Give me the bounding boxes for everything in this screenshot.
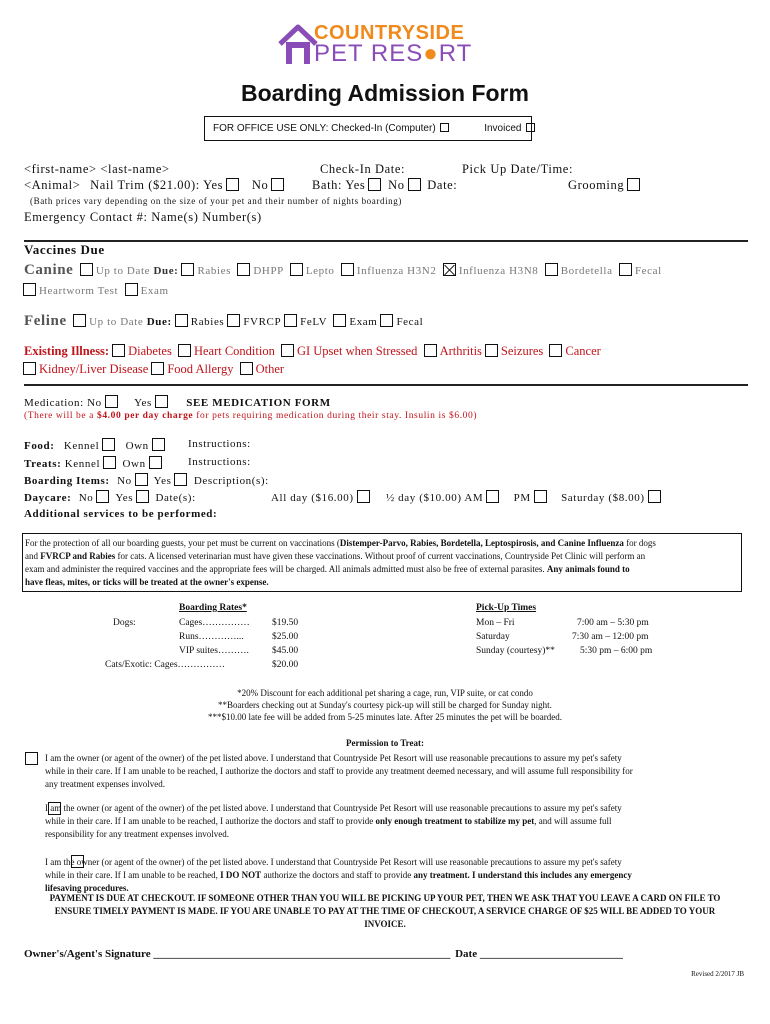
signature-date-field[interactable]: Date __________________________ (455, 948, 623, 960)
food-label: Food: (24, 440, 55, 452)
feline-fvrcp-label: FVRCP (243, 316, 282, 328)
feline-label: Feline (24, 313, 67, 329)
feline-fecal-label: Fecal (396, 316, 424, 328)
animal-row (24, 178, 287, 193)
protection-l1b: Distemper-Parvo, Rabies, Bordetella, Leptospirosis, and Canine Influenza (339, 538, 624, 548)
protection-box (22, 533, 742, 592)
canine-dhpp-checkbox[interactable] (237, 263, 250, 276)
checked-in-checkbox[interactable] (440, 123, 449, 132)
permission-3-line: lifesaving procedures. (45, 883, 129, 893)
invoiced-label: Invoiced (484, 123, 522, 134)
canine-rabies-checkbox[interactable] (181, 263, 194, 276)
gi-label: GI Upset when Stressed (296, 344, 418, 358)
other-label: Other (255, 362, 285, 376)
kidney-checkbox[interactable] (23, 362, 36, 375)
permission-3-line: I am the owner (or agent of the owner) of the pet listed above. I understand that Countryside Pet Resort will use reasonable precautions to assure my pet's safety (45, 857, 622, 867)
saturday-label: Saturday ($8.00) (561, 492, 645, 504)
canine-h3n8-checkbox[interactable] (443, 263, 456, 276)
bath-label: Bath: Yes (312, 178, 366, 192)
feline-uptodate-checkbox[interactable] (73, 314, 86, 327)
pickup-label: Pick Up Date/Time: (462, 162, 574, 176)
additional-services: Additional services to be performed: (24, 508, 218, 520)
see-medication-form: SEE MEDICATION FORM (186, 397, 331, 409)
am-checkbox[interactable] (486, 490, 499, 503)
feline-rabies-checkbox[interactable] (175, 314, 188, 327)
food-kennel-checkbox[interactable] (102, 438, 115, 451)
canine-h3n2-label: Influenza H3N2 (356, 265, 437, 277)
rate-price-runs: $25.00 (272, 632, 299, 642)
checkin-label: Check-In Date: (320, 162, 406, 176)
note-sunday: **Boarders checking out at Sunday's courtesy pick-up will still be charged for Sunday night. (218, 700, 552, 710)
medication-label: Medication: No (24, 397, 102, 409)
illness-divider (24, 384, 748, 386)
saturday-checkbox[interactable] (648, 490, 661, 503)
food-own-label: Own (125, 440, 149, 452)
halfday-label: ½ day ($10.00) AM (385, 492, 484, 504)
logo-line1: COUNTRYSIDE (314, 22, 465, 44)
protection-l1a: For the protection of all our boarding guests, your pet must be current on vaccinations ( (25, 538, 340, 548)
permission-1-text (45, 752, 633, 791)
permission-heading: Permission to Treat: (346, 738, 424, 748)
diabetes-label: Diabetes (128, 344, 172, 358)
daycare-row (24, 490, 196, 504)
protection-l2b: FVRCP and Rabies (40, 551, 116, 561)
rate-row-runs (179, 632, 244, 642)
pet-name: <first-name> <last-name> (24, 162, 170, 176)
payment-line-1: PAYMENT IS DUE AT CHECKOUT. IF SOMEONE OTHER THAN YOU WILL BE PICKING UP YOUR PET, THEN WE ASK THAT YOU LEAVE A CARD ON FILE TO (49, 893, 721, 903)
food-allergy-label: Food Allergy (167, 362, 234, 376)
bath-yes-checkbox[interactable] (368, 178, 381, 191)
feline-rabies-label: Rabies (190, 316, 225, 328)
feline-row (24, 313, 423, 330)
bath-date-label: Date: (427, 178, 458, 192)
bath-no-label: No (388, 178, 405, 192)
daycare-dates-label: Date(s): (155, 492, 196, 504)
grooming-checkbox[interactable] (627, 178, 640, 191)
diabetes-checkbox[interactable] (112, 344, 125, 357)
permission-3-seg-bold: any treatment. I understand this includes any emergency (413, 870, 632, 880)
nail-no-checkbox[interactable] (271, 178, 284, 191)
treats-kennel-checkbox[interactable] (103, 456, 116, 469)
daycare-yes-label: Yes (115, 492, 134, 504)
permission-2-seg-bold: only enough treatment to stabilize my pet (375, 816, 535, 826)
daycare-options (271, 490, 664, 504)
vaccines-divider (24, 240, 748, 242)
treats-instructions: Instructions: (188, 456, 251, 468)
house-logo-icon (278, 24, 318, 66)
canine-fecal-checkbox[interactable] (619, 263, 632, 276)
grooming-row (568, 178, 643, 193)
arthritis-checkbox[interactable] (424, 344, 437, 357)
permission-2-line: responsibility for any treatment expenses involved. (45, 829, 229, 839)
feline-felv-label: FeLV (300, 316, 328, 328)
permission-1-line: I am the owner (or agent of the owner) of the pet listed above. I understand that Countryside Pet Resort will use reasonable precautions to assure my pet's safety (45, 753, 622, 763)
permission-3-line (45, 869, 632, 882)
rate-label: VIP suites………. (179, 646, 249, 656)
protection-l2a: and (25, 551, 41, 561)
pickup-day-2: Sunday (courtesy)** (476, 646, 555, 656)
arthritis-label: Arthritis (439, 344, 482, 358)
feline-due-label: Due: (146, 316, 172, 328)
note-discount: *20% Discount for each additional pet sharing a cage, run, VIP suite, or cat condo (237, 688, 533, 698)
rate-price-vip: $45.00 (272, 646, 299, 656)
rate-label: Runs…………... (179, 632, 244, 642)
nail-trim-label: Nail Trim ($21.00): Yes (90, 178, 224, 192)
rate-label: Cages…………… (179, 618, 250, 628)
medication-note (24, 411, 477, 421)
daycare-label: Daycare: (24, 492, 72, 504)
food-allergy-checkbox[interactable] (151, 362, 164, 375)
feline-uptodate-label: Up to Date (89, 316, 144, 328)
payment-line-3: INVOICE. (364, 919, 406, 929)
medication-row (24, 395, 331, 409)
pm-label: PM (513, 492, 531, 504)
heart-label: Heart Condition (193, 344, 275, 358)
protection-line2 (25, 550, 741, 563)
canine-exam-label: Exam (140, 285, 169, 297)
rate-price-cages: $19.50 (272, 618, 299, 628)
canine-rabies-label: Rabies (197, 265, 231, 277)
permission-1-line: any treatment expenses involved. (45, 779, 165, 789)
food-own-checkbox[interactable] (152, 438, 165, 451)
medication-yes-checkbox[interactable] (155, 395, 168, 408)
description-label: Description(s): (193, 475, 269, 487)
heartworm-checkbox[interactable] (23, 283, 36, 296)
protection-l1c: for dogs (623, 538, 656, 548)
boarding-no-label: No (117, 475, 132, 487)
pickup-heading: Pick-Up Times (476, 603, 537, 613)
canine-uptodate-label: Up to Date (95, 265, 151, 277)
protection-line4: have fleas, mites, or ticks will be treated at the owner's expense. (25, 577, 269, 587)
pickup-time-1: 7:30 am – 12:00 pm (572, 632, 649, 642)
animal-label: <Animal> (24, 178, 81, 192)
logo-line2a: PET RES (314, 40, 424, 67)
permission-1-checkbox[interactable] (25, 752, 38, 765)
revised-note: Revised 2/2017 JB (691, 970, 744, 978)
cancer-label: Cancer (565, 344, 601, 358)
permission-2-line: I am the owner (or agent of the owner) of the pet listed above. I understand that Countryside Pet Resort will use reasonable precautions to assure my pet's safety (45, 803, 622, 813)
permission-3-seg-bold: I DO NOT (220, 870, 262, 880)
seizures-label: Seizures (500, 344, 544, 358)
logo (278, 22, 498, 72)
paw-icon: ● (423, 40, 439, 67)
permission-2-seg: while in their care. If I am unable to be reached, I authorize the doctors and staff to provide (45, 816, 376, 826)
treats-label: Treats: (24, 458, 62, 470)
permission-2-line (45, 815, 622, 828)
rate-row-cages (179, 618, 250, 628)
invoiced-checkbox[interactable] (526, 123, 535, 132)
rates-dogs-label: Dogs: (113, 618, 136, 628)
permission-3-seg: while in their care. If I am unable to be reached, (45, 870, 221, 880)
medication-no-checkbox[interactable] (105, 395, 118, 408)
boarding-yes-label: Yes (153, 475, 172, 487)
canine-due-label: Due: (153, 265, 179, 277)
canine-h3n2-checkbox[interactable] (341, 263, 354, 276)
permission-2-text (45, 802, 622, 841)
grooming-label: Grooming (568, 178, 625, 192)
cancer-checkbox[interactable] (549, 344, 562, 357)
note-late-fee: ***$10.00 late fee will be added from 5-25 minutes late. After 25 minutes the pet will be boarded. (208, 712, 562, 722)
medication-yes-label: Yes (134, 397, 152, 409)
treats-own-checkbox[interactable] (149, 456, 162, 469)
canine-fecal-label: Fecal (634, 265, 662, 277)
food-row (24, 438, 168, 452)
boarding-items-label: Boarding Items: (24, 475, 110, 487)
permission-3-text (45, 856, 632, 895)
pm-checkbox[interactable] (534, 490, 547, 503)
canine-bordetella-label: Bordetella (560, 265, 613, 277)
logo-line2 (314, 40, 472, 68)
medication-note-c: for pets requiring medication during their stay. Insulin is $6.00) (193, 411, 478, 421)
protection-l3a: exam and administer the required vaccines and the appropriate fees will be charged. All animals admitted must also be free of external parasites. (25, 564, 547, 574)
illness-row2 (20, 362, 284, 377)
nail-yes-checkbox[interactable] (226, 178, 239, 191)
daycare-no-label: No (78, 492, 94, 504)
owner-signature-field[interactable]: Owner's/Agent's Signature ______________________________________________________ (24, 948, 451, 960)
feline-exam-label: Exam (349, 316, 378, 328)
allday-label: All day ($16.00) (271, 492, 354, 504)
feline-fecal-checkbox[interactable] (380, 314, 393, 327)
treats-kennel-label: Kennel (64, 458, 101, 470)
treats-row (24, 456, 165, 470)
pickup-day-0: Mon – Fri (476, 618, 515, 628)
seizures-checkbox[interactable] (485, 344, 498, 357)
food-instructions: Instructions: (188, 438, 251, 450)
rates-heading: Boarding Rates* (179, 603, 247, 613)
protection-l2c: for cats. A licensed veterinarian must have given these vaccinations. Without proof of current vaccinations, Countryside Pet Clinic will perform an (115, 551, 646, 561)
rate-cats-label: Cats/Exotic: Cages…………… (105, 660, 226, 670)
canine-lepto-checkbox[interactable] (290, 263, 303, 276)
canine-row (24, 262, 662, 279)
food-kennel-label: Kennel (63, 440, 100, 452)
treats-own-label: Own (122, 458, 146, 470)
signature-line (24, 948, 623, 960)
page-title: Boarding Admission Form (241, 80, 529, 106)
permission-3-seg: authorize the doctors and staff to provide (261, 870, 414, 880)
rate-row-vip (179, 646, 249, 656)
canine-h3n8-label: Influenza H3N8 (458, 265, 539, 277)
medication-note-b: $4.00 per day charge (96, 411, 194, 421)
protection-line1 (25, 537, 741, 550)
bath-no-checkbox[interactable] (408, 178, 421, 191)
feline-felv-checkbox[interactable] (284, 314, 297, 327)
rate-cats-price: $20.00 (272, 660, 299, 670)
heart-checkbox[interactable] (178, 344, 191, 357)
feline-exam-checkbox[interactable] (333, 314, 346, 327)
canine-label: Canine (24, 262, 74, 278)
canine-lepto-label: Lepto (305, 265, 335, 277)
pickup-day-1: Saturday (476, 632, 510, 642)
bath-row (312, 178, 457, 193)
pickup-time-2: 5:30 pm – 6:00 pm (580, 646, 653, 656)
permission-1-line: while in their care. If I am unable to be reached, I authorize the doctors and staff to provide any treatment deemed necessary, and will assume full responsibility for (45, 766, 633, 776)
bath-note: (Bath prices vary depending on the size of your pet and their number of nights boarding) (30, 196, 402, 206)
canine-row2 (20, 283, 169, 297)
illness-label: Existing Illness: (24, 344, 110, 358)
allday-checkbox[interactable] (357, 490, 370, 503)
gi-checkbox[interactable] (281, 344, 294, 357)
illness-row1 (24, 344, 601, 359)
pickup-time-0: 7:00 am – 5:30 pm (577, 618, 649, 628)
canine-bordetella-checkbox[interactable] (545, 263, 558, 276)
kidney-label: Kidney/Liver Disease (39, 362, 149, 376)
boarding-no-checkbox[interactable] (135, 473, 148, 486)
protection-line3 (25, 563, 741, 576)
other-checkbox[interactable] (240, 362, 253, 375)
protection-l3b: Any animals found to (546, 564, 630, 574)
medication-note-a: (There will be a (24, 411, 97, 421)
vaccines-heading: Vaccines Due (24, 242, 105, 257)
permission-2-seg: , and will assume full (534, 816, 612, 826)
payment-line-2: ENSURE TIMELY PAYMENT IS MADE. IF YOU ARE UNABLE TO PAY AT THE TIME OF CHECKOUT, A SERVICE CHARGE OF $25 WILL BE ADDED TO YOUR (54, 906, 716, 916)
emergency-contact: Emergency Contact #: Name(s) Number(s) (24, 210, 262, 224)
office-use-box (204, 116, 532, 141)
boarding-yes-checkbox[interactable] (174, 473, 187, 486)
canine-exam-checkbox[interactable] (125, 283, 138, 296)
heartworm-label: Heartworm Test (39, 285, 119, 297)
nail-no-label: No (251, 178, 269, 192)
logo-line2b: RT (438, 40, 473, 67)
feline-fvrcp-checkbox[interactable] (227, 314, 240, 327)
canine-uptodate-checkbox[interactable] (80, 263, 93, 276)
boarding-items-row (24, 473, 269, 487)
daycare-no-checkbox[interactable] (96, 490, 109, 503)
daycare-yes-checkbox[interactable] (136, 490, 149, 503)
canine-dhpp-label: DHPP (253, 265, 284, 277)
office-text: FOR OFFICE USE ONLY: Checked-In (Computer) (213, 123, 436, 134)
